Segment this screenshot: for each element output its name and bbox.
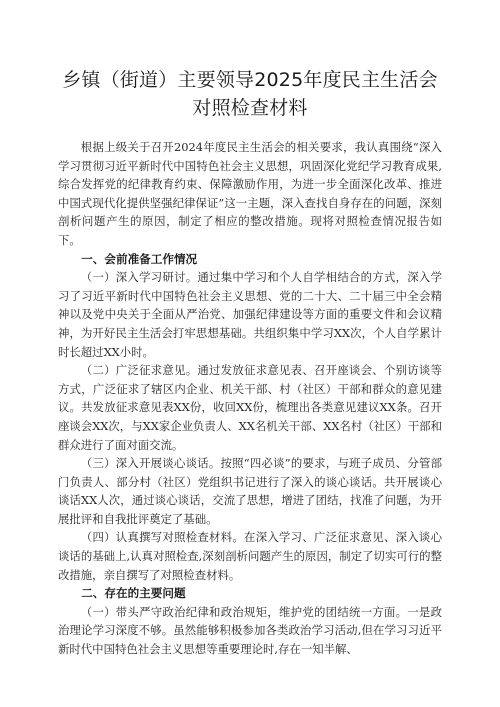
section-heading-preparation: 一、会前准备工作情况 [81,251,198,266]
paragraph-materials: （四）认真撰写对照检查材料。在深入学习、广泛征求意见、深入谈心谈话的基础上,认真对照检查,深刻剖析问题产生的原因，制定了切实可行的整改措施，亲自撰写了对照检查材料。 [58,530,442,582]
section-heading-problems: 二、存在的主要问题 [81,586,186,601]
paragraph-political-discipline: （一）带头严守政治纪律和政治规矩，维护党的团结统一方面。一是政治理论学习深度不够。虽然能够积极参加各类政治学习活动,但在学习习近平新时代中国特色社会主义思想等重要理论时,存在一知半解、 [58,604,442,657]
document-title: 乡镇（街道）主要领导2025年度民主生活会对照检查材料 [62,69,438,119]
paragraph-talks: （三）深入开展谈心谈话。按照“四必谈”的要求，与班子成员、分管部门负责人、部分村（社区）党组织书记进行了深入的谈心谈话。共开展谈心谈话XX人次，通过谈心谈话，交流了思想，增进了团结，找准了问题，为开展批评和自我批评奠定了基础。 [58,456,442,526]
intro-paragraph: 根据上级关于召开2024年度民主生活会的相关要求，我认真围绕“深入学习贯彻习近平新时代中国特色社会主义思想，巩固深化党纪学习教育成果,综合发挥党的纪律教育约束、保障激励作用，为进一步全面深化改革、推进中国式现代化提供坚强纪律保证”这一主题，深入查找自身存在的问题，深刻剖析问题产生的原因，制定了相应的整改措施。现将对照检查情况报告如下。 [58,140,442,247]
paragraph-opinions: （二）广泛征求意见。通过发放征求意见表、召开座谈会、个别访谈等方式，广泛征求了辖区内企业、机关干部、村（社区）干部和群众的意见建议。共发放征求意见表XX份，收回XX份，梳理出各类意见建议XX条。召开座谈会XX次，与XX家企业负责人、XX名机关干部、XX名村（社区）干部和群众进行了面对面交流。 [58,363,442,452]
paragraph-study: （一）深入学习研讨。通过集中学习和个人自学相结合的方式，深入学习了习近平新时代中国特色社会主义思想、党的二十大、二十届三中全会精神以及党中央关于全面从严治党、加强纪律建设等方面的重要文件和会议精神，为开好民主生活会打牢思想基础。共组织集中学习XX次，个人自学累计时长超过XX小时。 [58,270,442,359]
